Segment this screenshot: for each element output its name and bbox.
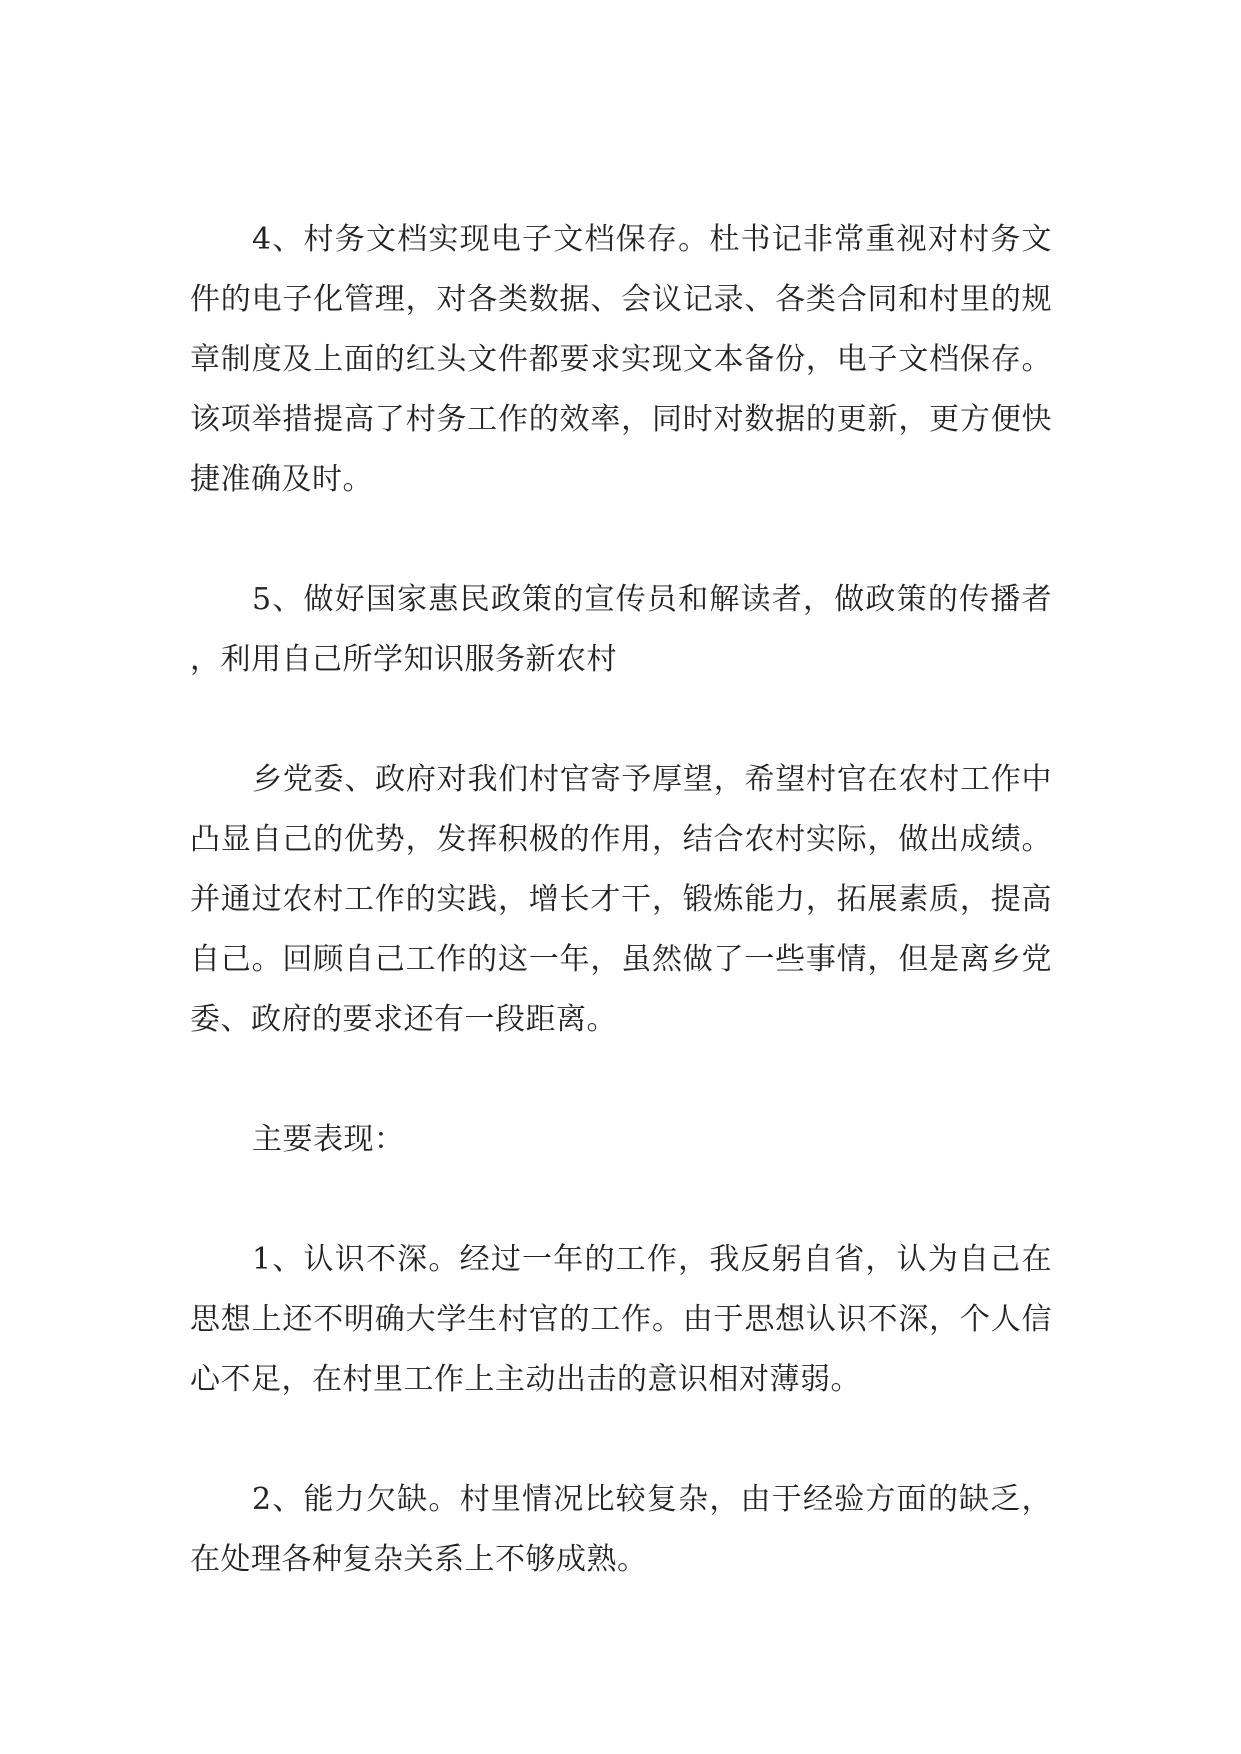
paragraph-point-1: 1、认识不深。经过一年的工作，我反躬自省，认为自己在思想上还不明确大学生村官的工作。由于思想认识不深，个人信心不足，在村里工作上主动出击的意识相对薄弱。 (190, 1242, 1052, 1397)
paragraph-item-4: 4、村务文档实现电子文档保存。杜书记非常重视对村务文件的电子化管理，对各类数据、会议记录、各类合同和村里的规章制度及上面的红头文件都要求实现文本备份，电子文档保存。该项举措提高了村务工作的效率，同时对数据的更新，更方便快捷准确及时。 (190, 222, 1052, 497)
document-body (190, 210, 1052, 1590)
paragraph-gap (190, 1050, 1052, 1110)
paragraph-gap (190, 1410, 1052, 1470)
paragraph-gap (190, 1170, 1052, 1230)
paragraph-item-5: 5、做好国家惠民政策的宣传员和解读者，做政策的传播者，利用自己所学知识服务新农村 (190, 582, 1052, 677)
paragraph-gap (190, 690, 1052, 750)
paragraph-gap (190, 510, 1052, 570)
paragraph-point-2: 2、能力欠缺。村里情况比较复杂，由于经验方面的缺乏，在处理各种复杂关系上不够成熟。 (190, 1482, 1052, 1577)
paragraph-summary: 乡党委、政府对我们村官寄予厚望，希望村官在农村工作中凸显自己的优势，发挥积极的作用，结合农村实际，做出成绩。并通过农村工作的实践，增长才干，锻炼能力，拓展素质，提高自己。回顾自己工作的这一年，虽然做了一些事情，但是离乡党委、政府的要求还有一段距离。 (190, 762, 1052, 1037)
paragraph-main-performance-heading: 主要表现： (252, 1122, 405, 1157)
